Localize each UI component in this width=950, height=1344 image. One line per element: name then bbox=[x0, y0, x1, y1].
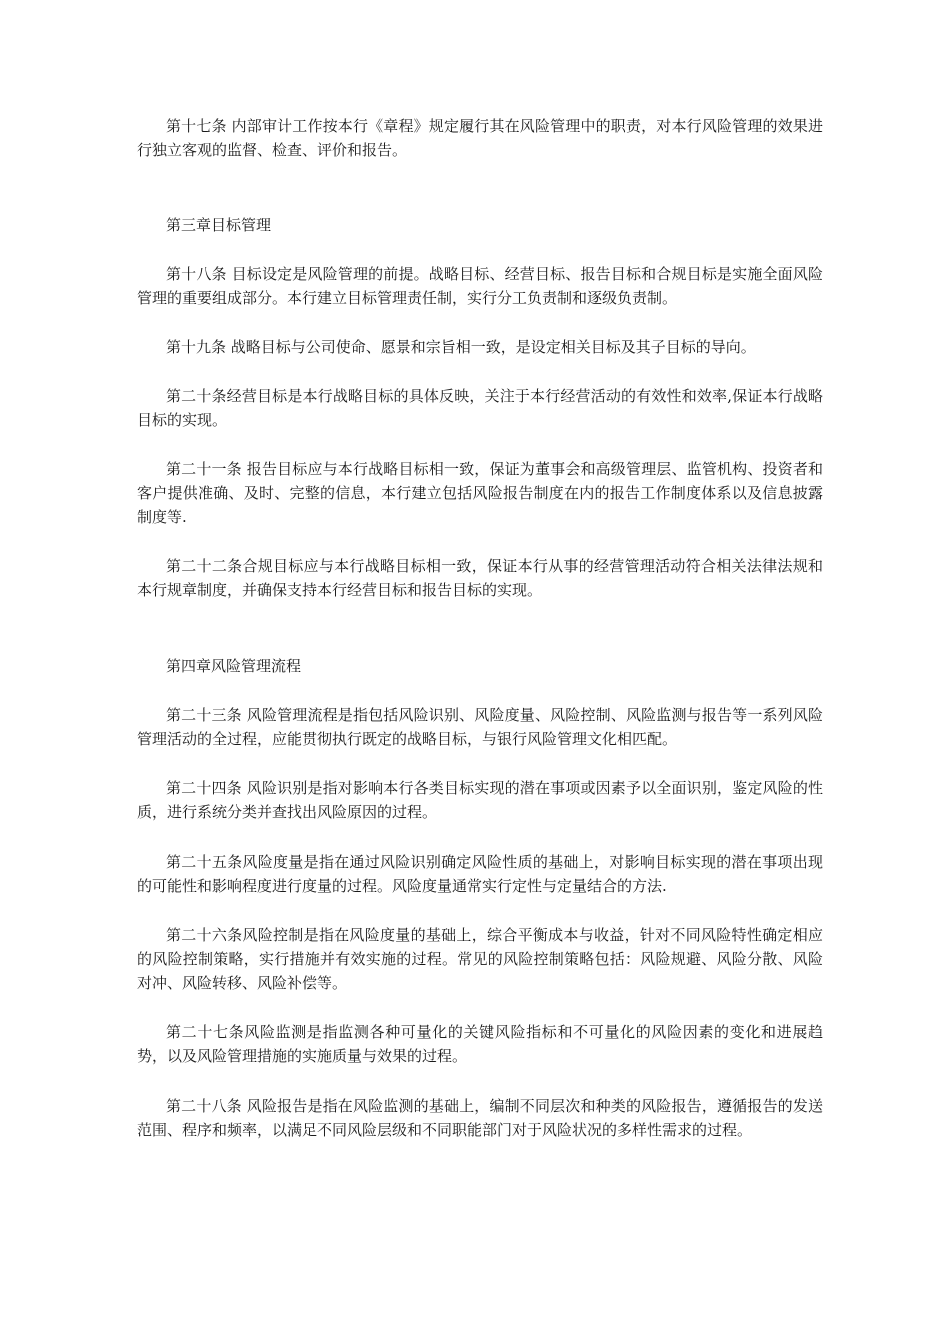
article-26-paragraph: 第二十六条风险控制是指在风险度量的基础上，综合平衡成本与收益，针对不同风险特性确定相应的风险控制策略，实行措施并有效实施的过程。常见的风险控制策略包括：风险规避、风险分散、风险对冲、风险转移、风险补偿等。 bbox=[137, 926, 823, 992]
article-25-paragraph: 第二十五条风险度量是指在通过风险识别确定风险性质的基础上，对影响目标实现的潜在事项出现的可能性和影响程度进行度量的过程。风险度量通常实行定性与定量结合的方法. bbox=[137, 853, 823, 895]
article-19-paragraph: 第十九条 战略目标与公司使命、愿景和宗旨相一致，是设定相关目标及其子目标的导向。 bbox=[166, 338, 756, 356]
article-22-paragraph: 第二十二条合规目标应与本行战略目标相一致，保证本行从事的经营管理活动符合相关法律法规和本行规章制度，并确保支持本行经营目标和报告目标的实现。 bbox=[137, 557, 823, 599]
article-17-paragraph: 第十七条 内部审计工作按本行《章程》规定履行其在风险管理中的职责，对本行风险管理的效果进行独立客观的监督、检查、评价和报告。 bbox=[137, 117, 823, 159]
article-20-paragraph: 第二十条经营目标是本行战略目标的具体反映，关注于本行经营活动的有效性和效率,保证本行战略目标的实现。 bbox=[137, 387, 823, 429]
article-28-paragraph: 第二十八条 风险报告是指在风险监测的基础上，编制不同层次和种类的风险报告，遵循报告的发送范围、程序和频率，以满足不同风险层级和不同职能部门对于风险状况的多样性需求的过程。 bbox=[137, 1097, 823, 1139]
article-18-paragraph: 第十八条 目标设定是风险管理的前提。战略目标、经营目标、报告目标和合规目标是实施全面风险管理的重要组成部分。本行建立目标管理责任制，实行分工负责制和逐级负责制。 bbox=[137, 265, 823, 307]
chapter-4-heading: 第四章风险管理流程 bbox=[166, 657, 302, 675]
article-27-paragraph: 第二十七条风险监测是指监测各种可量化的关键风险指标和不可量化的风险因素的变化和进展趋势，以及风险管理措施的实施质量与效果的过程。 bbox=[137, 1023, 823, 1065]
article-24-paragraph: 第二十四条 风险识别是指对影响本行各类目标实现的潜在事项或因素予以全面识别，鉴定风险的性质，进行系统分类并查找出风险原因的过程。 bbox=[137, 779, 823, 821]
article-23-paragraph: 第二十三条 风险管理流程是指包括风险识别、风险度量、风险控制、风险监测与报告等一系列风险管理活动的全过程，应能贯彻执行既定的战略目标，与银行风险管理文化相匹配。 bbox=[137, 706, 823, 748]
article-21-paragraph: 第二十一条 报告目标应与本行战略目标相一致，保证为董事会和高级管理层、监管机构、投资者和客户提供准确、及时、完整的信息，本行建立包括风险报告制度在内的报告工作制度体系以及信息披露制度等. bbox=[137, 460, 823, 526]
chapter-3-heading: 第三章目标管理 bbox=[166, 216, 272, 234]
